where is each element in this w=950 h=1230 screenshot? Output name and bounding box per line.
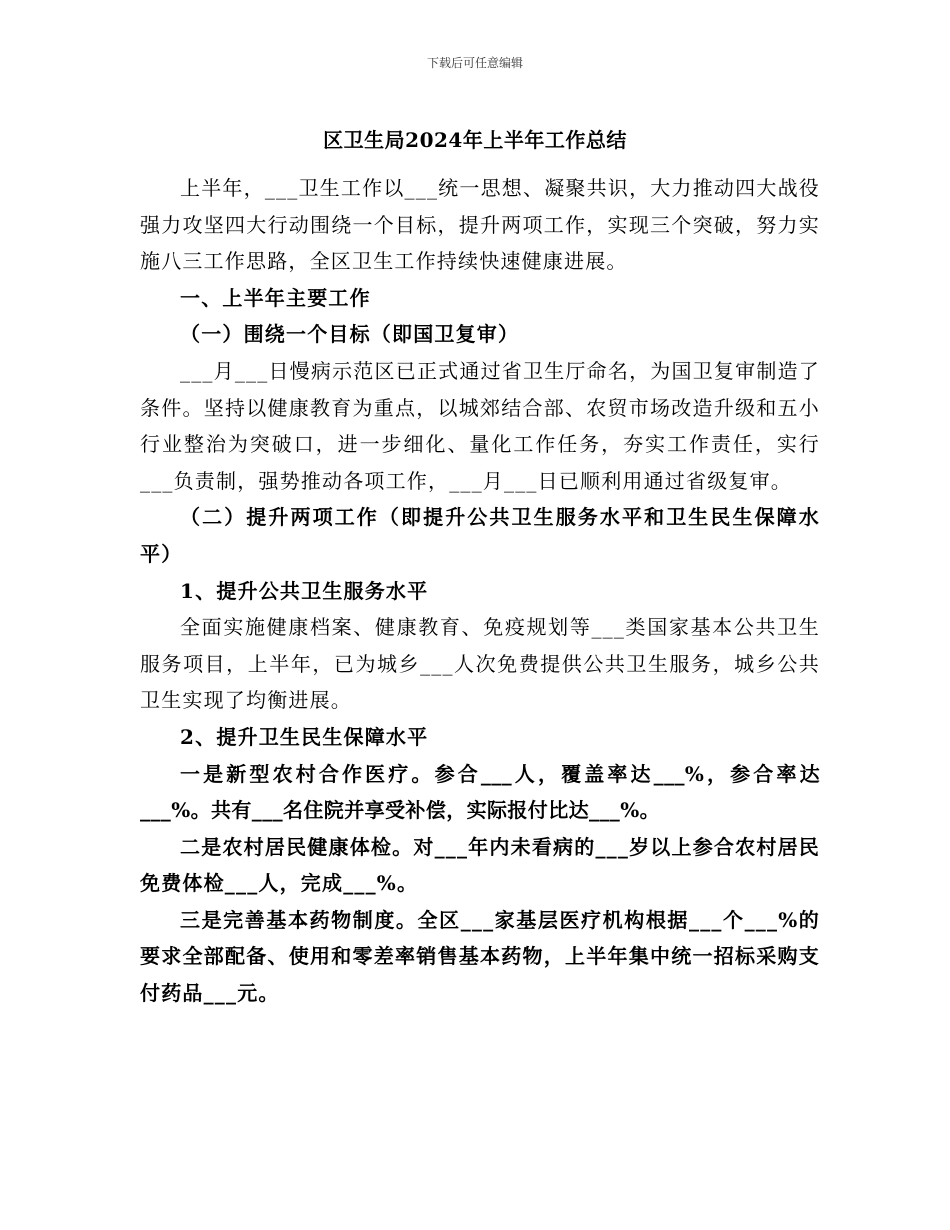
subsection-heading: （二）提升两项工作（即提升公共卫生服务水平和卫生民生保障水平）: [140, 505, 820, 566]
section-heading: 一、上半年主要工作: [180, 285, 371, 310]
subsection-heading: （一）围绕一个目标（即国卫复审）: [180, 322, 520, 347]
document-body: [140, 170, 820, 1012]
item-heading: 2、提升卫生民生保障水平: [180, 724, 429, 749]
body-paragraph: ___月___日慢病示范区已正式通过省卫生厅命名，为国卫复审制造了条件。坚持以健康教育为重点，以城郊结合部、农贸市场改造升级和五小行业整治为突破口，进一步细化、量化工作任务，夯实工作责任，实行___负责制，强势推动各项工作，___月___日已顺利用通过省级复审。: [140, 358, 820, 493]
document-title: 区卫生局2024年上半年工作总结: [323, 128, 627, 152]
body-paragraph: 全面实施健康档案、健康教育、免疫规划等___类国家基本公共卫生服务项目，上半年，已为城乡___人次免费提供公共卫生服务，城乡公共卫生实现了均衡进展。: [140, 615, 820, 713]
bold-paragraph: 一是新型农村合作医疗。参合___人，覆盖率达___%，参合率达___%。共有___名住院并享受补偿，实际报付比达___%。: [140, 761, 820, 823]
item-heading: 1、提升公共卫生服务水平: [180, 578, 429, 603]
bold-paragraph: 三是完善基本药物制度。全区___家基层医疗机构根据___个___%的要求全部配备、使用和零差率销售基本药物，上半年集中统一招标采购支付药品___元。: [140, 907, 820, 1006]
header-note: 下载后可任意编辑: [426, 56, 523, 70]
intro-paragraph: 上半年，___卫生工作以___统一思想、凝聚共识，大力推动四大战役强力攻坚四大行动围绕一个目标，提升两项工作，实现三个突破，努力实施八三工作思路，全区卫生工作持续快速健康进展。: [140, 176, 820, 274]
bold-paragraph: 二是农村居民健康体检。对___年内未看病的___岁以上参合农村居民免费体检___人，完成___%。: [140, 834, 820, 896]
